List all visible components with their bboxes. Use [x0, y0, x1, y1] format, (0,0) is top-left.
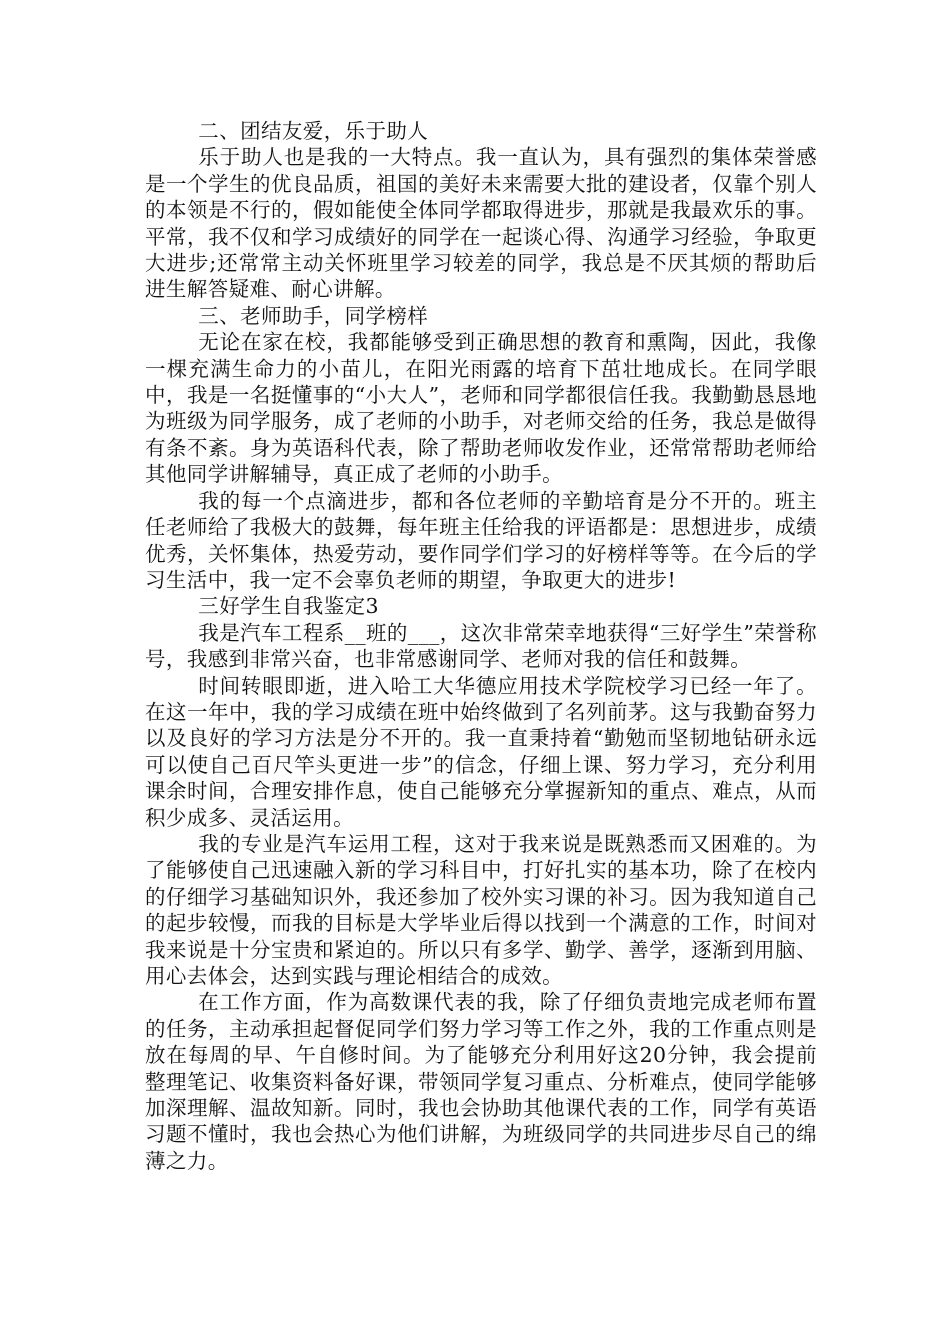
section-heading-unity: 二、团结友爱，乐于助人 — [198, 119, 429, 143]
paragraph-major: 我的专业是汽车运用工程，这对于我来说是既熟悉而又困难的。为了能够使自己迅速融入新的学习科目中，打好扎实的基本功，除了在校内的仔细学习基础知识外，我还参加了校外实习课的补习。因为我知道自己的起步较慢，而我的目标是大学毕业后得以找到一个满意的工作，时间对我来说是十分宝贵和紧迫的。所以只有多学、勤学、善学，逐渐到用脑、用心去体会，达到实践与理论相结合的成效。 — [145, 831, 817, 988]
paragraph-honor: 我是汽车工程系__班的___，这次非常荣幸地获得“三好学生”荣誉称号，我感到非常兴奋，也非常感谢同学、老师对我的信任和鼓舞。 — [145, 620, 817, 672]
document-page — [145, 118, 817, 1174]
paragraph-teacher-helper: 无论在家在校，我都能够受到正确思想的教育和熏陶，因此，我像一棵充满生命力的小苗儿，在阳光雨露的培育下茁壮地成长。在同学眼中，我是一名挺懂事的“小大人”，老师和同学都很信任我。我勤勤恳恳地为班级为同学服务，成了老师的小助手，对老师交给的任务，我总是做得有条不紊。身为英语科代表，除了帮助老师收发作业，还常常帮助老师给其他同学讲解辅导，真正成了老师的小助手。 — [145, 330, 817, 487]
section-heading-teacher-helper: 三、老师助手，同学榜样 — [198, 303, 429, 328]
paragraph-work: 在工作方面，作为高数课代表的我，除了仔细负责地完成老师布置的任务，主动承担起督促同学们努力学习等工作之外，我的工作重点则是放在每周的早、午自修时间。为了能够充分利用好这20分钟，我会提前整理笔记、收集资料备好课，带领同学复习重点、分析难点，使同学能够加深理解、温故知新。同时，我也会协助其他课代表的工作，同学有英语习题不懂时，我也会热心为他们讲解，为班级同学的共同进步尽自己的绵薄之力。 — [145, 990, 817, 1173]
paragraph-helping-others: 乐于助人也是我的一大特点。我一直认为，具有强烈的集体荣誉感是一个学生的优良品质，祖国的美好未来需要大批的建设者，仅靠个别人的本领是不行的，假如能使全体同学都取得进步，那就是我最欢乐的事。平常，我不仅和学习成绩好的同学在一起谈心得、沟通学习经验，争取更大进步;还常常主动关怀班里学习较差的同学，我总是不厌其烦的帮助后进生解答疑难、耐心讲解。 — [145, 145, 817, 302]
paragraph-study: 时间转眼即逝，进入哈工大华德应用技术学院校学习已经一年了。在这一年中，我的学习成绩在班中始终做到了名列前茅。这与我勤奋努力以及良好的学习方法是分不开的。我一直秉持着“勤勉而坚韧地钻研永远可以使自己百尺竿头更进一步”的信念，仔细上课、努力学习，充分利用课余时间，合理安排作息，使自己能够充分掌握新知的重点、难点，从而积少成多、灵活运用。 — [145, 673, 817, 830]
section-heading-self-assessment-3: 三好学生自我鉴定3 — [198, 594, 379, 619]
paragraph-progress: 我的每一个点滴进步，都和各位老师的辛勤培育是分不开的。班主任老师给了我极大的鼓舞，每年班主任给我的评语都是：思想进步，成绩优秀，关怀集体，热爱劳动，要作同学们学习的好榜样等等。在今后的学习生活中，我一定不会辜负老师的期望，争取更大的进步! — [145, 488, 817, 592]
